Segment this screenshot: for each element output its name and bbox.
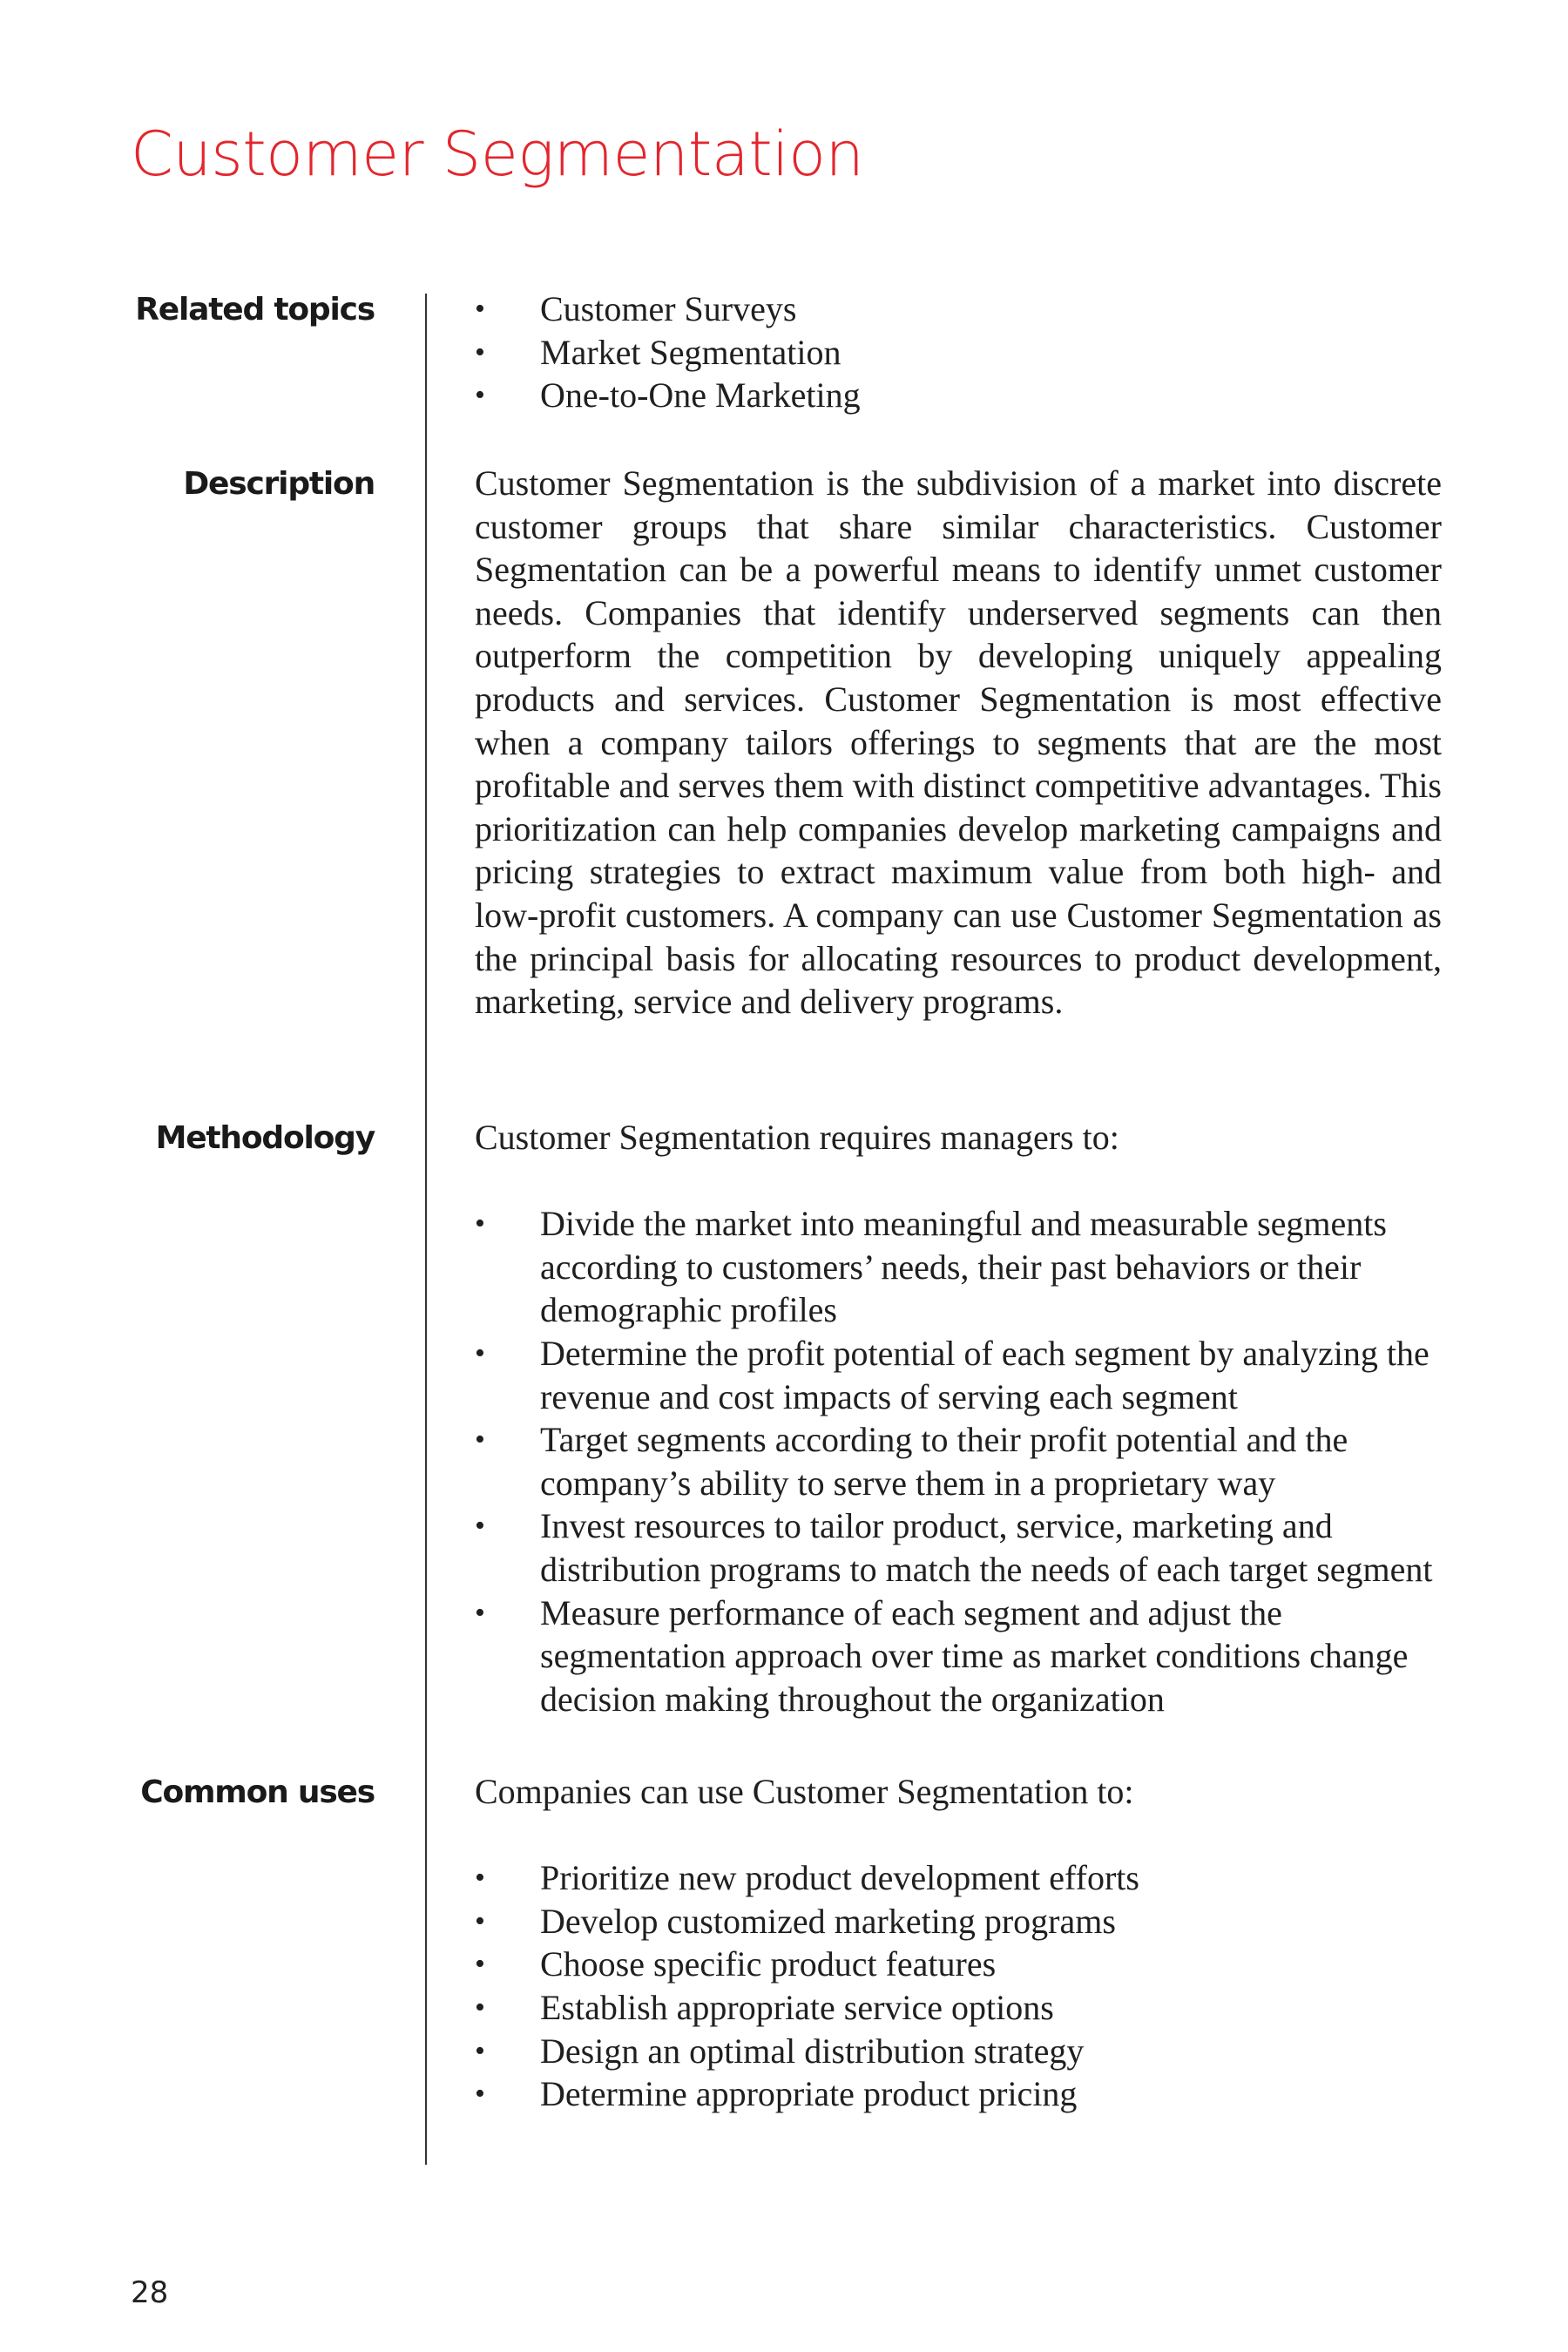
page-title: Customer Segmentation [131,118,864,190]
bullet-icon: • [475,335,485,368]
bullet-icon: • [475,1990,485,2024]
related-topic-item: • One-to-One Marketing [475,374,1442,417]
bullet-icon: • [475,293,485,325]
bullet-icon: • [475,379,485,412]
common-uses-list [475,1856,1442,2116]
bullet-icon: • [475,1596,485,1629]
common-use-item: • Establish appropriate service options [475,1986,1442,2030]
bullet-icon: • [475,1423,485,1456]
methodology-intro: Customer Segmentation requires managers to: [475,1118,1119,1157]
related-topic-item: • Customer Surveys [475,287,1442,331]
methodology-item: • Divide the market into meaningful and measurable segments according to customers’ needs, their past behaviors or their demographic profiles [475,1204,1387,1330]
description-label: Description [183,466,375,502]
common-uses-section [475,1770,1442,2116]
common-use-item: • Prioritize new product development efforts [475,1856,1442,1900]
methodology-section [475,1116,1442,1720]
bullet-icon: • [475,1904,485,1937]
common-uses-label: Common uses [140,1774,375,1810]
bullet-icon: • [475,1207,485,1240]
common-uses-intro: Companies can use Customer Segmentation to: [475,1772,1134,1811]
methodology-item: • Measure performance of each segment and adjust the segmentation approach over time as market conditions change decision making throughout the organization [475,1592,1409,1719]
common-use-item: • Determine appropriate product pricing [475,2072,1442,2116]
methodology-label: Methodology [155,1120,375,1156]
related-topics-label: Related topics [135,292,375,328]
methodology-item: • Target segments according to their profit potential and the company’s ability to serve them in a proprietary way [475,1420,1348,1503]
bullet-icon: • [475,2034,485,2067]
methodology-list [475,1202,1442,1720]
common-use-item: • Design an optimal distribution strategy [475,2030,1442,2073]
methodology-item: • Invest resources to tailor product, service, marketing and distribution programs to match the needs of each target segment [475,1506,1433,1589]
column-divider [425,294,427,2165]
page-number: 28 [131,2275,169,2310]
related-topic-item: • Market Segmentation [475,331,1442,375]
methodology-item: • Determine the profit potential of each segment by analyzing the revenue and cost impacts of serving each segment [475,1333,1429,1416]
common-use-item: • Choose specific product features [475,1943,1442,1986]
bullet-icon: • [475,1336,485,1369]
bullet-icon: • [475,1862,485,1895]
bullet-icon: • [475,1510,485,1543]
common-use-item: • Develop customized marketing programs [475,1900,1442,1943]
description-section [475,462,1442,1024]
bullet-icon: • [475,1948,485,1981]
description-text: Customer Segmentation is the subdivision of a market into discrete customer groups that share similar characteristics. Customer Segmentation can be a powerful means to identify unmet customer needs. Companies that identify underserved segments can then outperform the competition by developing uniquely appealing products and services. Customer Segmentation is most effective when a company tailors offerings to segments that are the most profitable and serves them with distinct competitive advantages. This prioritization can help companies develop marketing campaigns and pricing strategies to extract maximum value from both high- and low-profit customers. A company can use Customer Segmentation as the principal basis for allocating resources to product development, marketing, service and delivery programs. [475,463,1442,1022]
bullet-icon: • [475,2078,485,2111]
related-topics-section [475,287,1442,417]
related-topics-list [475,287,1442,417]
